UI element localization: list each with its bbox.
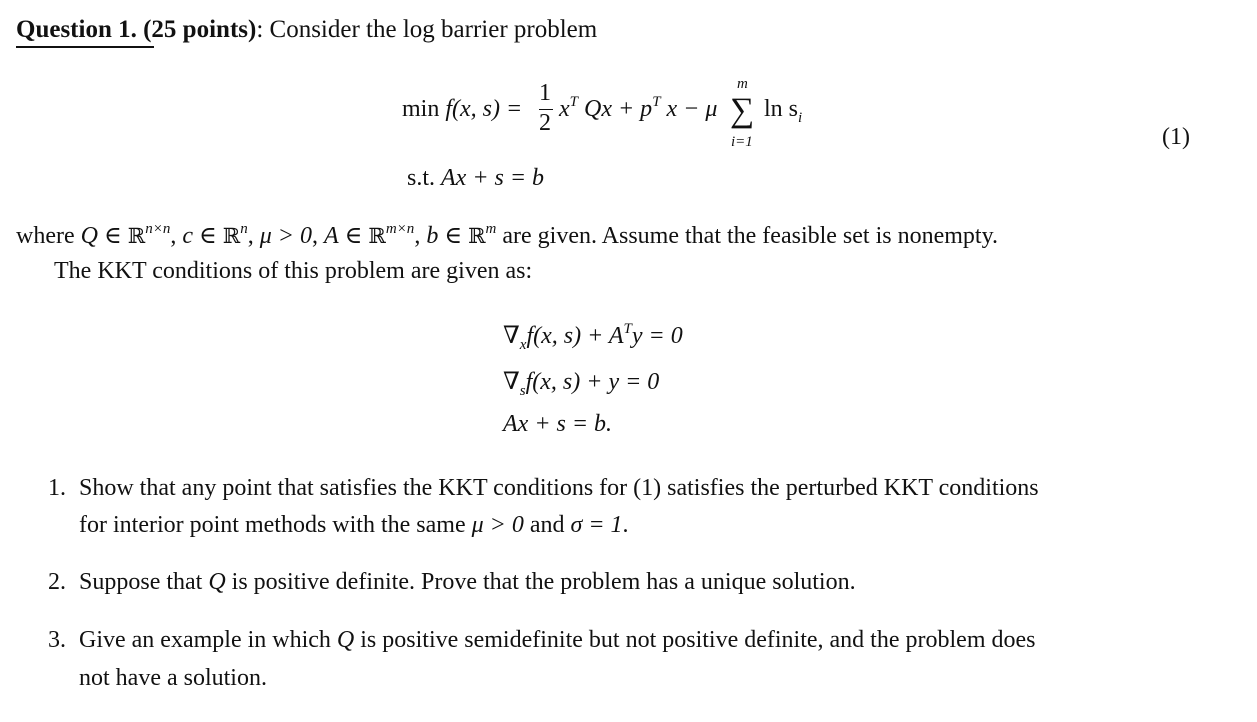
where-Q: Q <box>80 223 98 249</box>
kkt-condition-2 <box>503 367 660 399</box>
log-text: ln s <box>764 96 799 122</box>
dim-mxn: m×n <box>385 221 415 237</box>
item-1-line-2 <box>79 512 629 539</box>
kkt2-expr: f(x, s) + y = 0 <box>525 369 660 395</box>
sum-lower-limit: i=1 <box>731 134 753 150</box>
kkt1-end: y = 0 <box>631 323 683 349</box>
header-intro: : Consider the log barrier problem <box>256 16 598 43</box>
where-mu: μ > 0 <box>259 223 312 249</box>
sum-symbol: ∑ <box>730 92 755 129</box>
reals-4: ℝ <box>468 224 486 248</box>
item-3-Q: Q <box>336 627 355 653</box>
item-2-Q: Q <box>208 569 226 595</box>
kkt1-expr: f(x, s) + A <box>526 323 624 349</box>
objective-lhs: f(x, s) = <box>445 96 523 122</box>
item-1-period: . <box>622 512 629 538</box>
item-number-3: 3. <box>48 627 66 653</box>
question-underline <box>16 46 154 48</box>
item-3-line-2: not have a solution. <box>79 665 267 691</box>
item-1-text-a: for interior point methods with the same <box>79 512 472 538</box>
item-3-line-1 <box>79 627 1035 654</box>
var-x: x <box>559 96 570 122</box>
item-1-line-1: Show that any point that satisfies the KKT conditions for (1) satisfies the perturbed KKT conditions <box>79 475 1039 501</box>
log-subscript: i <box>798 110 803 126</box>
comma-2: , <box>247 223 254 249</box>
grad-sub-s: s <box>519 383 526 399</box>
in-symbol-2: ∈ <box>198 223 217 249</box>
nabla-icon: ∇ <box>503 369 520 395</box>
item-1-and: and <box>523 512 571 538</box>
constraint-line <box>407 165 544 192</box>
reals-1: ℝ <box>127 224 146 248</box>
kkt-intro: The KKT conditions of this problem are given as: <box>54 258 533 284</box>
fraction-denominator: 2 <box>539 110 551 136</box>
in-symbol-1: ∈ <box>103 223 122 249</box>
reals-3: ℝ <box>368 224 386 248</box>
quad-term: Qx + p <box>584 96 653 122</box>
item-1-mu: μ > 0 <box>471 512 524 538</box>
st-label: s.t. <box>407 165 436 191</box>
objective-rhs <box>559 96 717 123</box>
comma-4: , <box>414 223 421 249</box>
item-3-text-a: Give an example in which <box>79 627 337 653</box>
in-symbol-4: ∈ <box>444 223 463 249</box>
objective-line <box>402 96 522 123</box>
sum-upper-limit: m <box>737 76 748 92</box>
where-word: where <box>16 223 81 249</box>
min-label: min <box>402 96 440 122</box>
where-c: c <box>182 223 193 249</box>
item-2-text-b: is positive definite. Prove that the problem has a unique solution. <box>225 569 856 595</box>
question-header <box>16 16 597 44</box>
log-term <box>764 96 803 126</box>
points-label: (25 points) <box>143 16 257 43</box>
nabla-icon: ∇ <box>503 323 520 349</box>
constraint-expr: Ax + s = b <box>441 165 545 191</box>
question-label: Question 1. <box>16 16 137 43</box>
where-A: A <box>323 223 339 249</box>
item-number-1: 1. <box>48 475 66 501</box>
dim-m: m <box>485 221 497 237</box>
where-b: b <box>426 223 439 249</box>
grad-sub-x: x <box>519 337 527 353</box>
comma-3: , <box>311 223 318 249</box>
comma-1: , <box>170 223 177 249</box>
kkt-condition-1 <box>503 321 683 353</box>
dim-nxn-1: n×n <box>145 221 171 237</box>
item-3-text-b: is positive semidefinite but not positive definite, and the problem does <box>354 627 1036 653</box>
transpose-p: T <box>652 94 661 110</box>
equation-number: (1) <box>1162 124 1190 150</box>
item-1-sigma: σ = 1 <box>570 512 623 538</box>
kkt1-transpose: T <box>623 321 632 337</box>
kkt-condition-3: Ax + s = b. <box>503 411 613 437</box>
item-2-line <box>79 569 856 596</box>
reals-2: ℝ <box>222 224 241 248</box>
where-rest: are given. Assume that the feasible set is nonempty. <box>502 223 999 249</box>
transpose-x: T <box>569 94 578 110</box>
dim-n: n <box>240 221 248 237</box>
linear-term: x − μ <box>666 96 718 122</box>
fraction-numerator: 1 <box>539 80 551 106</box>
item-2-text-a: Suppose that <box>79 569 209 595</box>
where-line <box>16 221 998 250</box>
in-symbol-3: ∈ <box>344 223 363 249</box>
item-number-2: 2. <box>48 569 66 595</box>
